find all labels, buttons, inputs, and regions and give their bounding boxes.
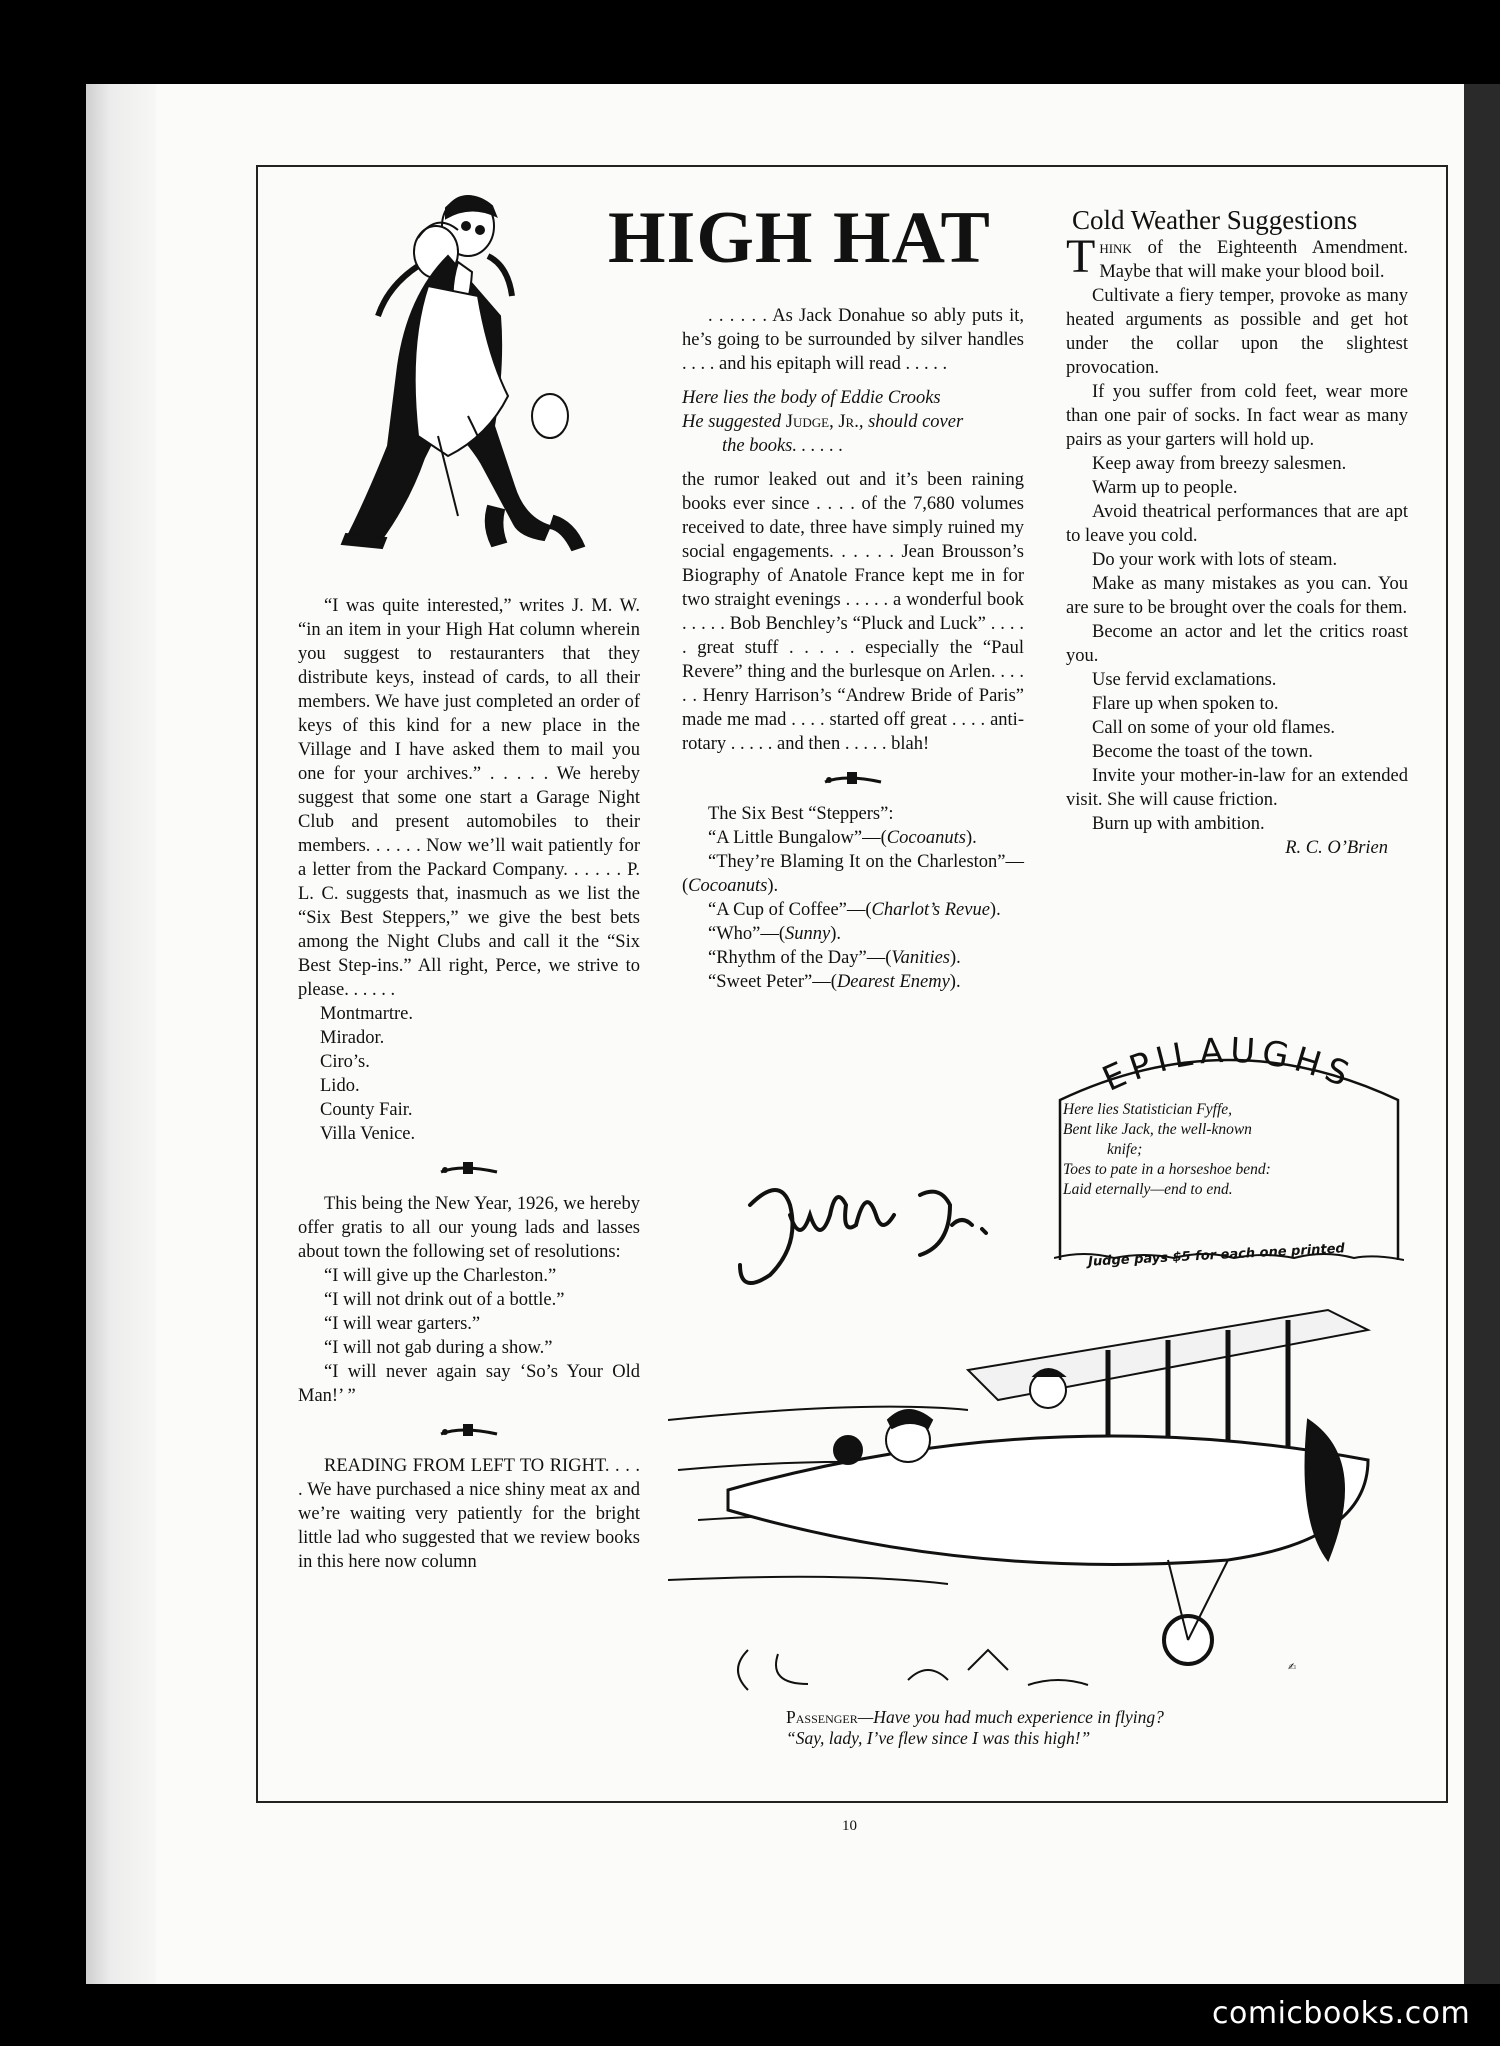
paragraph: Invite your mother-in-law for an extended visit. She will cause friction. — [1066, 766, 1408, 810]
list-item: “I will not drink out of a bottle.” — [324, 1290, 565, 1310]
judge-jr-name: Judge, Jr. — [785, 412, 859, 432]
show-title: Vanities — [891, 948, 951, 968]
hat-ornament-icon — [437, 1160, 501, 1178]
donahue-paragraph: . . . . . . As Jack Donahue so ably puts it, he’s going to be surrounded by silver handles . . . . and his epitaph will read . . . . . — [682, 306, 1024, 374]
epitaph-verse — [682, 386, 1024, 458]
paragraph: Become the toast of the town. — [1092, 742, 1313, 762]
reading-paragraph — [298, 1454, 640, 1574]
list-item — [682, 970, 1024, 994]
drop-cap: T — [1066, 230, 1096, 283]
column-right — [1066, 230, 1408, 860]
page-number: 10 — [842, 1818, 857, 1834]
punctuation: ). — [950, 948, 961, 968]
page-title: HIGH HAT — [608, 197, 991, 279]
column-left — [298, 594, 640, 1574]
first-word: hink — [1099, 238, 1132, 258]
show-title: Sunny — [785, 924, 831, 944]
facing-page-edge — [1464, 84, 1500, 1984]
first-paragraph — [1066, 230, 1408, 284]
punctuation: ). — [965, 828, 977, 848]
punctuation: ). — [830, 924, 842, 944]
artist-signature: ✍ — [1288, 1662, 1297, 1673]
list-item: “I will give up the Charleston.” — [324, 1266, 557, 1286]
paragraph: Warm up to people. — [1092, 478, 1238, 498]
paragraph: Become an actor and let the critics roast you. — [1066, 622, 1408, 666]
paragraph: Cultivate a fiery temper, provoke as many heated arguments as possible and get hot under the collar upon the slightest provocation. — [1066, 286, 1408, 378]
books-paragraph: the rumor leaked out and it’s been raining books ever since . . . . of the 7,680 volumes received to date, three have simply ruined my social engagements. . . . . . Jean Brousson’s Biography of Anatole France kept me in for two straight evenings . . . . . a wonderful book . . . . . Bob Benchley’s “Pluck and Luck” . . . . . great stuff . . . . . especially the “Paul Revere” thing and the burlesque on Arlen. . . . . . Henry Harrison’s “Andrew Bride of Paris” made me mad . . . . started off great . . . . anti-rotary . . . . . and then . . . . . blah! — [682, 470, 1024, 754]
paragraph-text: of the Eighteenth Amendment. Maybe that will make your blood boil. — [1099, 238, 1408, 282]
list-item: Mirador. — [320, 1028, 385, 1048]
letter-paragraph: “I was quite interested,” writes J. M. W. “in an item in your High Hat column wherein you suggest to restauranters that they distribute keys, instead of cards, to all their members. We have just completed an order of keys of this kind for a new place in the Village and I have asked them to mail you one for your archives.” . . . . . We hereby suggest that some one start a Garage Night Club and present automobiles to their members. . . . . . Now we’ll wait patiently for a letter from the Packard Company. . . . . . P. L. C. suggests that, inasmuch as we list the “Six Best Steppers,” we give the best bets among the Night Clubs and call it the “Six Best Step-ins.” All right, Perce, we strive to please. . . . . . — [298, 596, 640, 1000]
dancing-couple-illustration — [318, 186, 648, 566]
list-item — [682, 898, 1024, 922]
hat-ornament-icon — [437, 1422, 501, 1440]
show-title: Cocoanuts — [886, 828, 966, 848]
caption-answer: “Say, lady, I’ve flew since I was this high!” — [786, 1728, 1091, 1748]
paragraph: Make as many mistakes as you can. You are sure to be brought over the coals for them. — [1066, 574, 1408, 618]
site-watermark: comicbooks.com — [1212, 1996, 1471, 2031]
steppers-list — [682, 826, 1024, 994]
list-item — [682, 946, 1024, 970]
epitaph-line: the books. . . . . . — [722, 436, 844, 456]
paragraph: Avoid theatrical performances that are apt to leave you cold. — [1066, 502, 1408, 546]
hat-ornament-icon — [821, 770, 885, 788]
show-title: Charlot’s Revue — [871, 900, 990, 920]
song-title: “A Little Bungalow”—( — [708, 828, 887, 848]
steppers-intro: The Six Best “Steppers”: — [708, 804, 894, 824]
caption-line — [786, 1707, 1346, 1728]
epitaph-line — [682, 410, 1024, 434]
song-title: “They’re Blaming It on the Charleston”—( — [682, 852, 1024, 896]
punctuation: ). — [949, 972, 961, 992]
verse-line: knife; — [1107, 1141, 1143, 1158]
paragraph: Call on some of your old flames. — [1092, 718, 1336, 738]
cartoon-caption — [786, 1707, 1346, 1749]
page-gutter-shadow — [86, 84, 156, 1984]
epitaph-text: , should cover — [858, 412, 964, 432]
column-middle — [682, 304, 1024, 994]
paragraph: Keep away from breezy salesmen. — [1092, 454, 1347, 474]
caption-line — [786, 1728, 1346, 1749]
paragraph: Flare up when spoken to. — [1092, 694, 1279, 714]
judge-jr-signature — [720, 1165, 1020, 1285]
show-title: Cocoanuts — [688, 876, 768, 896]
paragraph: Burn up with ambition. — [1092, 814, 1265, 834]
list-item — [682, 850, 1024, 898]
show-title: Dearest Enemy — [836, 972, 950, 992]
reading-lead: READING FROM LEFT TO RIGHT. . . . . — [298, 1456, 640, 1500]
list-item — [682, 922, 1024, 946]
epilaughs-verse — [1063, 1100, 1393, 1200]
list-item: “I will not gab during a show.” — [324, 1338, 553, 1358]
epitaph-line: Here lies the body of Eddie Crooks — [682, 388, 941, 408]
new-year-paragraph: This being the New Year, 1926, we hereby offer gratis to all our young lads and lasses about town the following set of resolutions: — [298, 1194, 640, 1262]
verse-line: Here lies Statistician Fyffe, — [1063, 1101, 1233, 1118]
epilaughs-heading: EPILAUGHS — [1096, 1030, 1360, 1100]
list-item: Montmartre. — [320, 1004, 413, 1024]
song-title: “Sweet Peter”—( — [708, 972, 837, 992]
verse-line: Laid eternally—end to end. — [1063, 1181, 1233, 1198]
list-item: Ciro’s. — [320, 1052, 370, 1072]
punctuation: ). — [989, 900, 1001, 920]
night-club-list — [298, 1002, 640, 1146]
list-item: “I will never again say ‘So’s Your Old Man!’ ” — [298, 1362, 640, 1406]
list-item: “I will wear garters.” — [324, 1314, 481, 1334]
list-item: Lido. — [320, 1076, 360, 1096]
verse-line: Bent like Jack, the well-known — [1063, 1121, 1252, 1138]
paragraph: If you suffer from cold feet, wear more than one pair of socks. In fact wear as many pairs as your garters will hold up. — [1066, 382, 1408, 450]
list-item: Villa Venice. — [320, 1124, 416, 1144]
caption-question: —Have you had much experience in flying? — [857, 1707, 1164, 1727]
verse-line: Toes to pate in a horseshoe bend: — [1063, 1161, 1271, 1178]
epilaughs-footer: Judge pays $5 for each one printed — [1087, 1241, 1346, 1270]
paragraph: Use fervid exclamations. — [1092, 670, 1277, 690]
reading-body: We have purchased a nice shiny meat ax and we’re waiting very patiently for the bright little lad who suggested that we review books in this here now column — [298, 1480, 640, 1572]
punctuation: ). — [767, 876, 779, 896]
caption-speaker: Passenger — [786, 1707, 858, 1727]
epitaph-text: He suggested — [682, 412, 786, 432]
song-title: “A Cup of Coffee”—( — [708, 900, 872, 920]
section-title: Cold Weather Suggestions — [1072, 205, 1358, 235]
list-item: County Fair. — [320, 1100, 413, 1120]
song-title: “Who”—( — [708, 924, 786, 944]
airplane-cartoon — [668, 1290, 1408, 1710]
resolution-list — [298, 1264, 640, 1408]
song-title: “Rhythm of the Day”—( — [708, 948, 892, 968]
paragraph: Do your work with lots of steam. — [1092, 550, 1338, 570]
list-item — [682, 826, 1024, 850]
author-byline: R. C. O’Brien — [1285, 838, 1388, 858]
